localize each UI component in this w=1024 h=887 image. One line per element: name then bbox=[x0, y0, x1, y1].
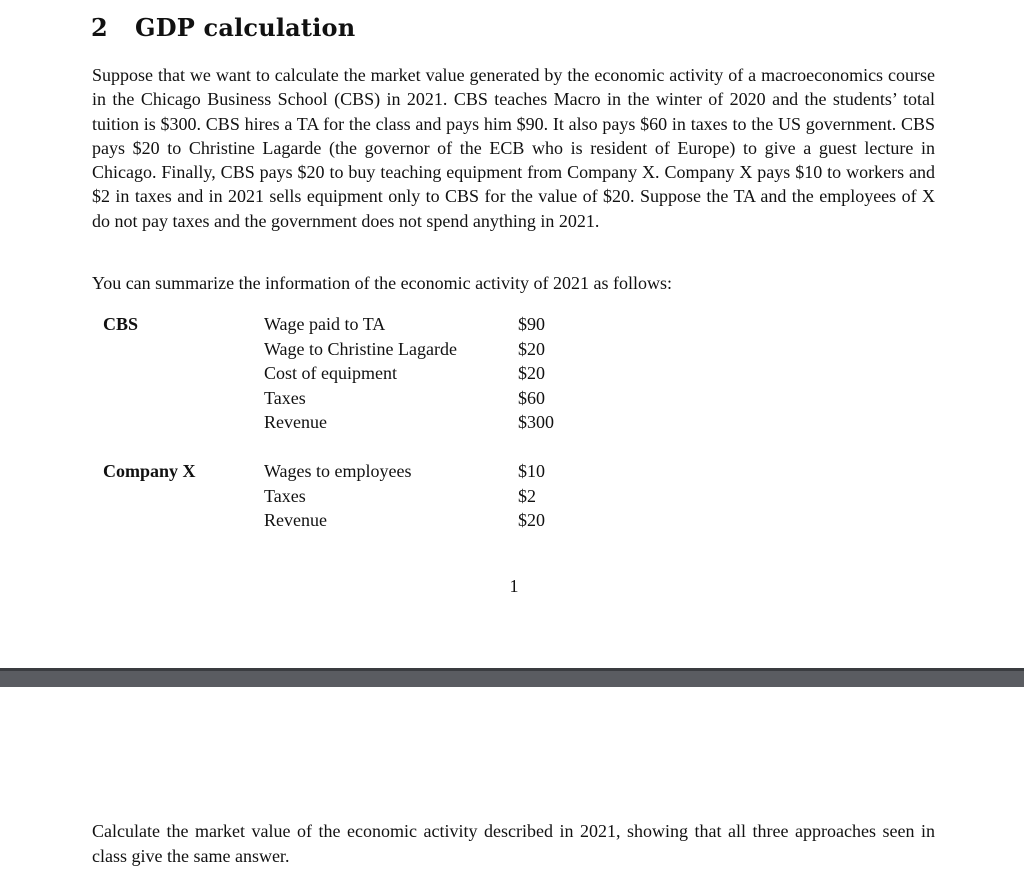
page-number: 1 bbox=[509, 576, 519, 596]
row-label: Revenue bbox=[264, 510, 327, 530]
table-entity-cbs: CBS bbox=[103, 314, 139, 334]
section-heading bbox=[91, 12, 355, 44]
summary-intro: You can summarize the information of the economic activity of 2021 as follows: bbox=[92, 273, 673, 293]
row-amount: $10 bbox=[518, 461, 545, 481]
row-label: Taxes bbox=[264, 485, 306, 506]
row-label: Wage paid to TA bbox=[264, 314, 386, 334]
row-amount: $300 bbox=[518, 412, 554, 432]
table-company-x bbox=[264, 459, 578, 533]
table-cbs bbox=[264, 312, 578, 435]
section-title: GDP calculation bbox=[135, 13, 356, 42]
question-paragraph: Calculate the market value of the economic activity described in 2021, showing that all three approaches seen in class give the same answer. bbox=[92, 821, 935, 866]
table-row bbox=[264, 337, 578, 362]
table-row bbox=[264, 459, 578, 484]
row-amount: $20 bbox=[518, 338, 545, 359]
row-label: Cost of equipment bbox=[264, 363, 397, 383]
table-row bbox=[264, 361, 578, 386]
intro-paragraph: Suppose that we want to calculate the market value generated by the economic activity of a macroeconomics course in the Chicago Business School (CBS) in 2021. CBS teaches Macro in the winter of 2020 and the students’ total tuition is $300. CBS hires a TA for the class and pays him $90. It also pays $60 in taxes to the US government. CBS pays $20 to Christine Lagarde (the governor of the ECB who is resident of Europe) to give a guest lecture in Chicago. Finally, CBS pays $20 to buy teaching equipment from Company X. Company X pays $10 to workers and $2 in taxes and in 2021 sells equipment only to CBS for the value of $20. Suppose the TA and the employees of X do not pay taxes and the government does not spend anything in 2021. bbox=[92, 65, 935, 231]
row-amount: $60 bbox=[518, 387, 545, 408]
section-number: 2 bbox=[91, 13, 108, 42]
row-label: Wage to Christine Lagarde bbox=[264, 338, 457, 359]
table-row bbox=[264, 508, 578, 533]
page-separator-edge bbox=[0, 668, 1024, 671]
table-row bbox=[264, 312, 578, 337]
row-amount: $20 bbox=[518, 363, 545, 383]
row-label: Revenue bbox=[264, 412, 327, 432]
table-row bbox=[264, 410, 578, 435]
table-row bbox=[264, 386, 578, 411]
table-row bbox=[264, 484, 578, 509]
row-label: Taxes bbox=[264, 387, 306, 408]
row-amount: $20 bbox=[518, 510, 545, 530]
table-entity-company-x: Company X bbox=[103, 461, 196, 481]
row-label: Wages to employees bbox=[264, 461, 412, 481]
row-amount: $90 bbox=[518, 314, 545, 334]
row-amount: $2 bbox=[518, 485, 536, 506]
